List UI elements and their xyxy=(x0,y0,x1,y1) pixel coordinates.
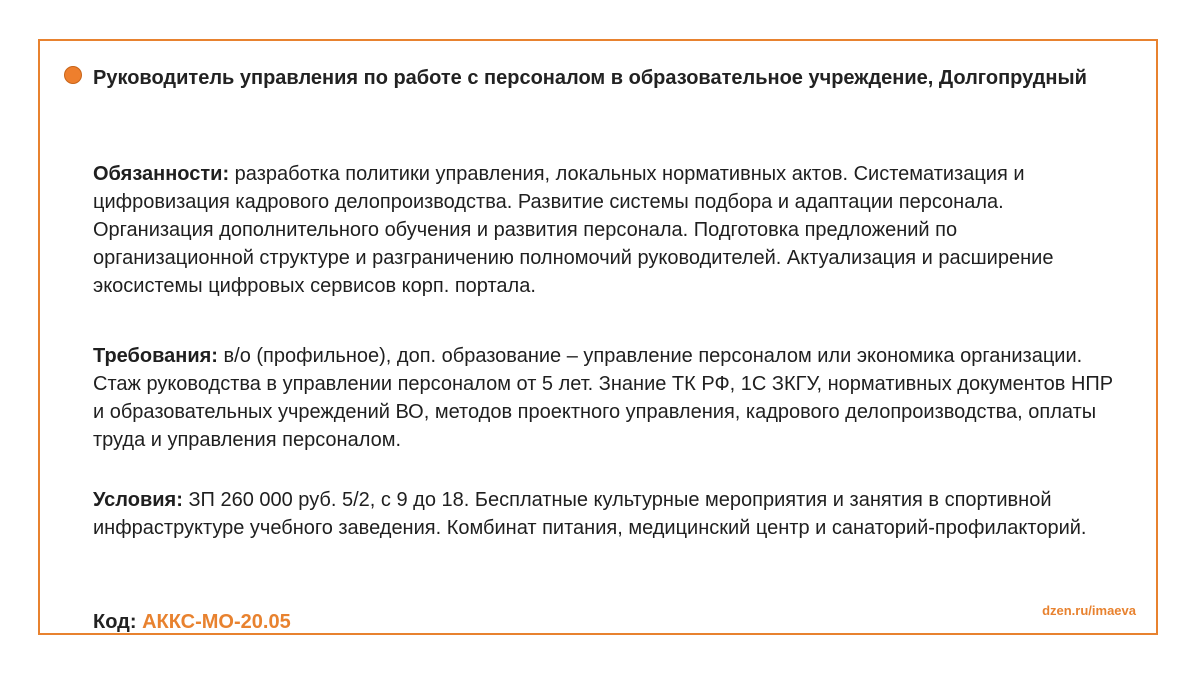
code-value: АККС-МО-20.05 xyxy=(142,611,291,633)
duties-section xyxy=(93,160,1123,300)
requirements-label: Требования: xyxy=(93,345,218,367)
duties-text: разработка политики управления, локальных нормативных актов. Систематизация и цифровизация кадрового делопроизводства. Развитие системы подбора и адаптации персонала. Организация дополнительного обучения и развития персонала. Подготовка предложений по организационной структуре и разграничению полномочий руководителей. Актуализация и расширение экосистемы цифровых сервисов корп. портала. xyxy=(93,163,1054,297)
code-label: Код: xyxy=(93,611,143,633)
conditions-text: ЗП 260 000 руб. 5/2, с 9 до 18. Бесплатные культурные мероприятия и занятия в спортивной инфраструктуре учебного заведения. Комбинат питания, медицинский центр и санаторий-профилакторий. xyxy=(93,489,1087,539)
source-credit: dzen.ru/imaeva xyxy=(1042,603,1136,618)
requirements-text: в/о (профильное), доп. образование – управление персоналом или экономика организации. Стаж руководства в управлении персоналом от 5 лет. Знание ТК РФ, 1С ЗКГУ, нормативных документов НПР и образовательных учреждений ВО, методов проектного управления, кадрового делопроизводства, оплаты труда и управления персоналом. xyxy=(93,345,1114,451)
orange-circle-bullet-icon xyxy=(64,66,82,84)
requirements-section xyxy=(93,342,1123,454)
vacancy-code xyxy=(93,608,291,636)
vacancy-card xyxy=(38,39,1158,635)
vacancy-title: Руководитель управления по работе с персоналом в образовательное учреждение, Долгопрудный xyxy=(93,67,1087,89)
conditions-label: Условия: xyxy=(93,489,183,511)
duties-label: Обязанности: xyxy=(93,163,230,185)
conditions-section xyxy=(93,486,1123,542)
